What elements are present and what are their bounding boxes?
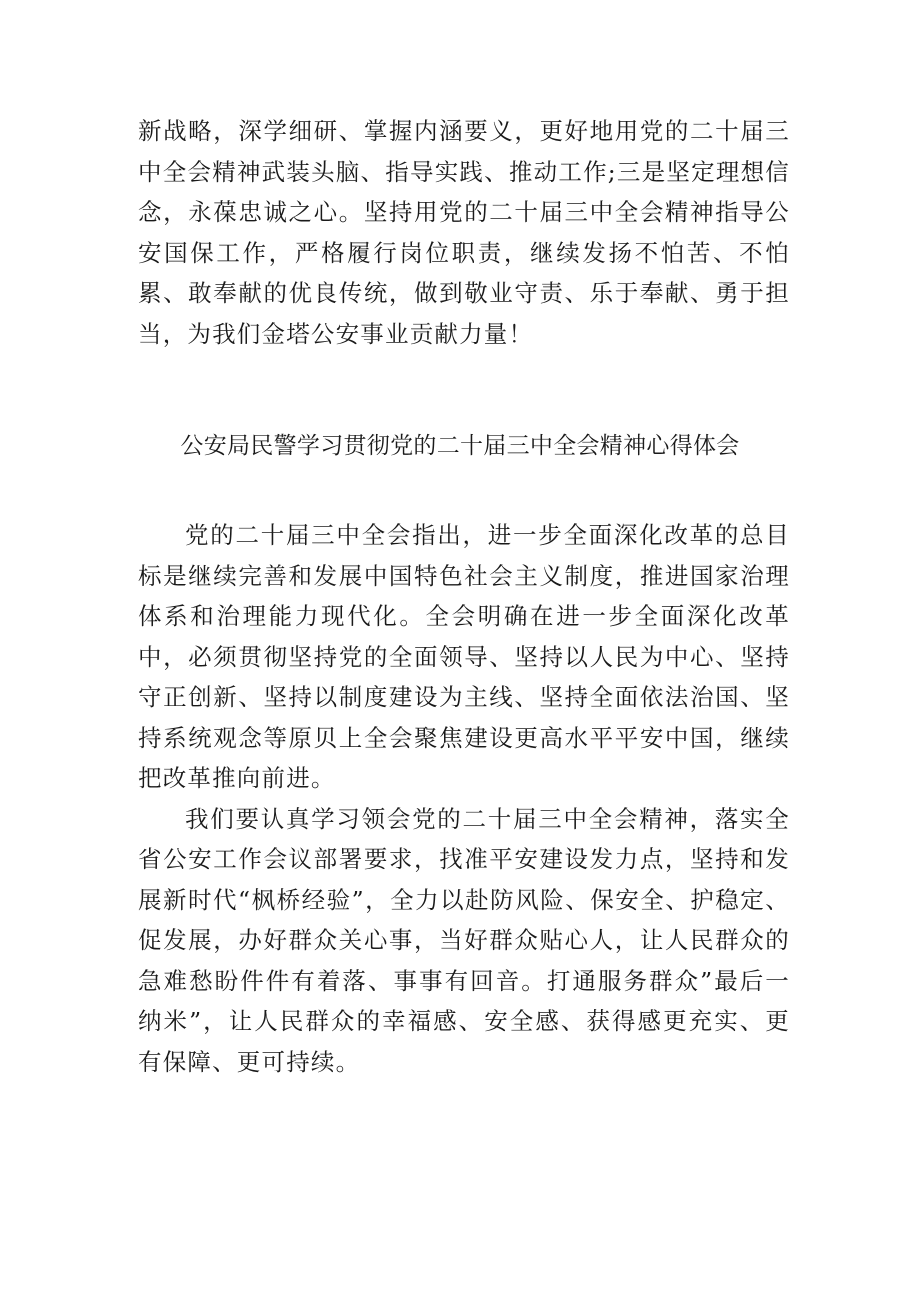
- section-title: 公安局民警学习贯彻党的二十届三中全会精神心得体会: [180, 433, 740, 459]
- paragraph: 党的二十届三中全会指出，进一步全面深化改革的总目标是继续完善和发展中国特色社会主义制度，推进国家治理体系和治理能力现代化。全会明确在进一步全面深化改革中，必须贯彻坚持党的全面领导、坚持以人民为中心、坚持守正创新、坚持以制度建设为主线、坚持全面依法治国、坚持系统观念等原贝上全会聚焦建设更高水平平安中国，继续把改革推向前进。: [138, 521, 790, 792]
- section-body: [138, 515, 790, 1082]
- paragraph: 我们要认真学习领会党的二十届三中全会精神，落实全省公安工作会议部署要求，找准平安建设发力点，坚持和发展新时代“枫桥经验”，全力以赴防风险、保安全、护稳定、促发展，办好群众关心事，当好群众贴心人，让人民群众的急难愁盼件件有着落、事事有回音。打通服务群众”最后一纳米”，让人民群众的幸福感、安全感、获得感更充实、更有保障、更可持续。: [138, 804, 790, 1076]
- continued-paragraph: 新战略，深学细研、掌握内涵要义，更好地用党的二十届三中全会精神武装头脑、指导实践、推动工作;三是坚定理想信念，永葆忠诚之心。坚持用党的二十届三中全会精神指导公安国保工作，严格履行岗位职责，继续发扬不怕苦、不怕累、敢奉献的优良传统，做到敬业守责、乐于奉献、勇于担当，为我们金塔公安事业贡献力量！: [138, 117, 790, 348]
